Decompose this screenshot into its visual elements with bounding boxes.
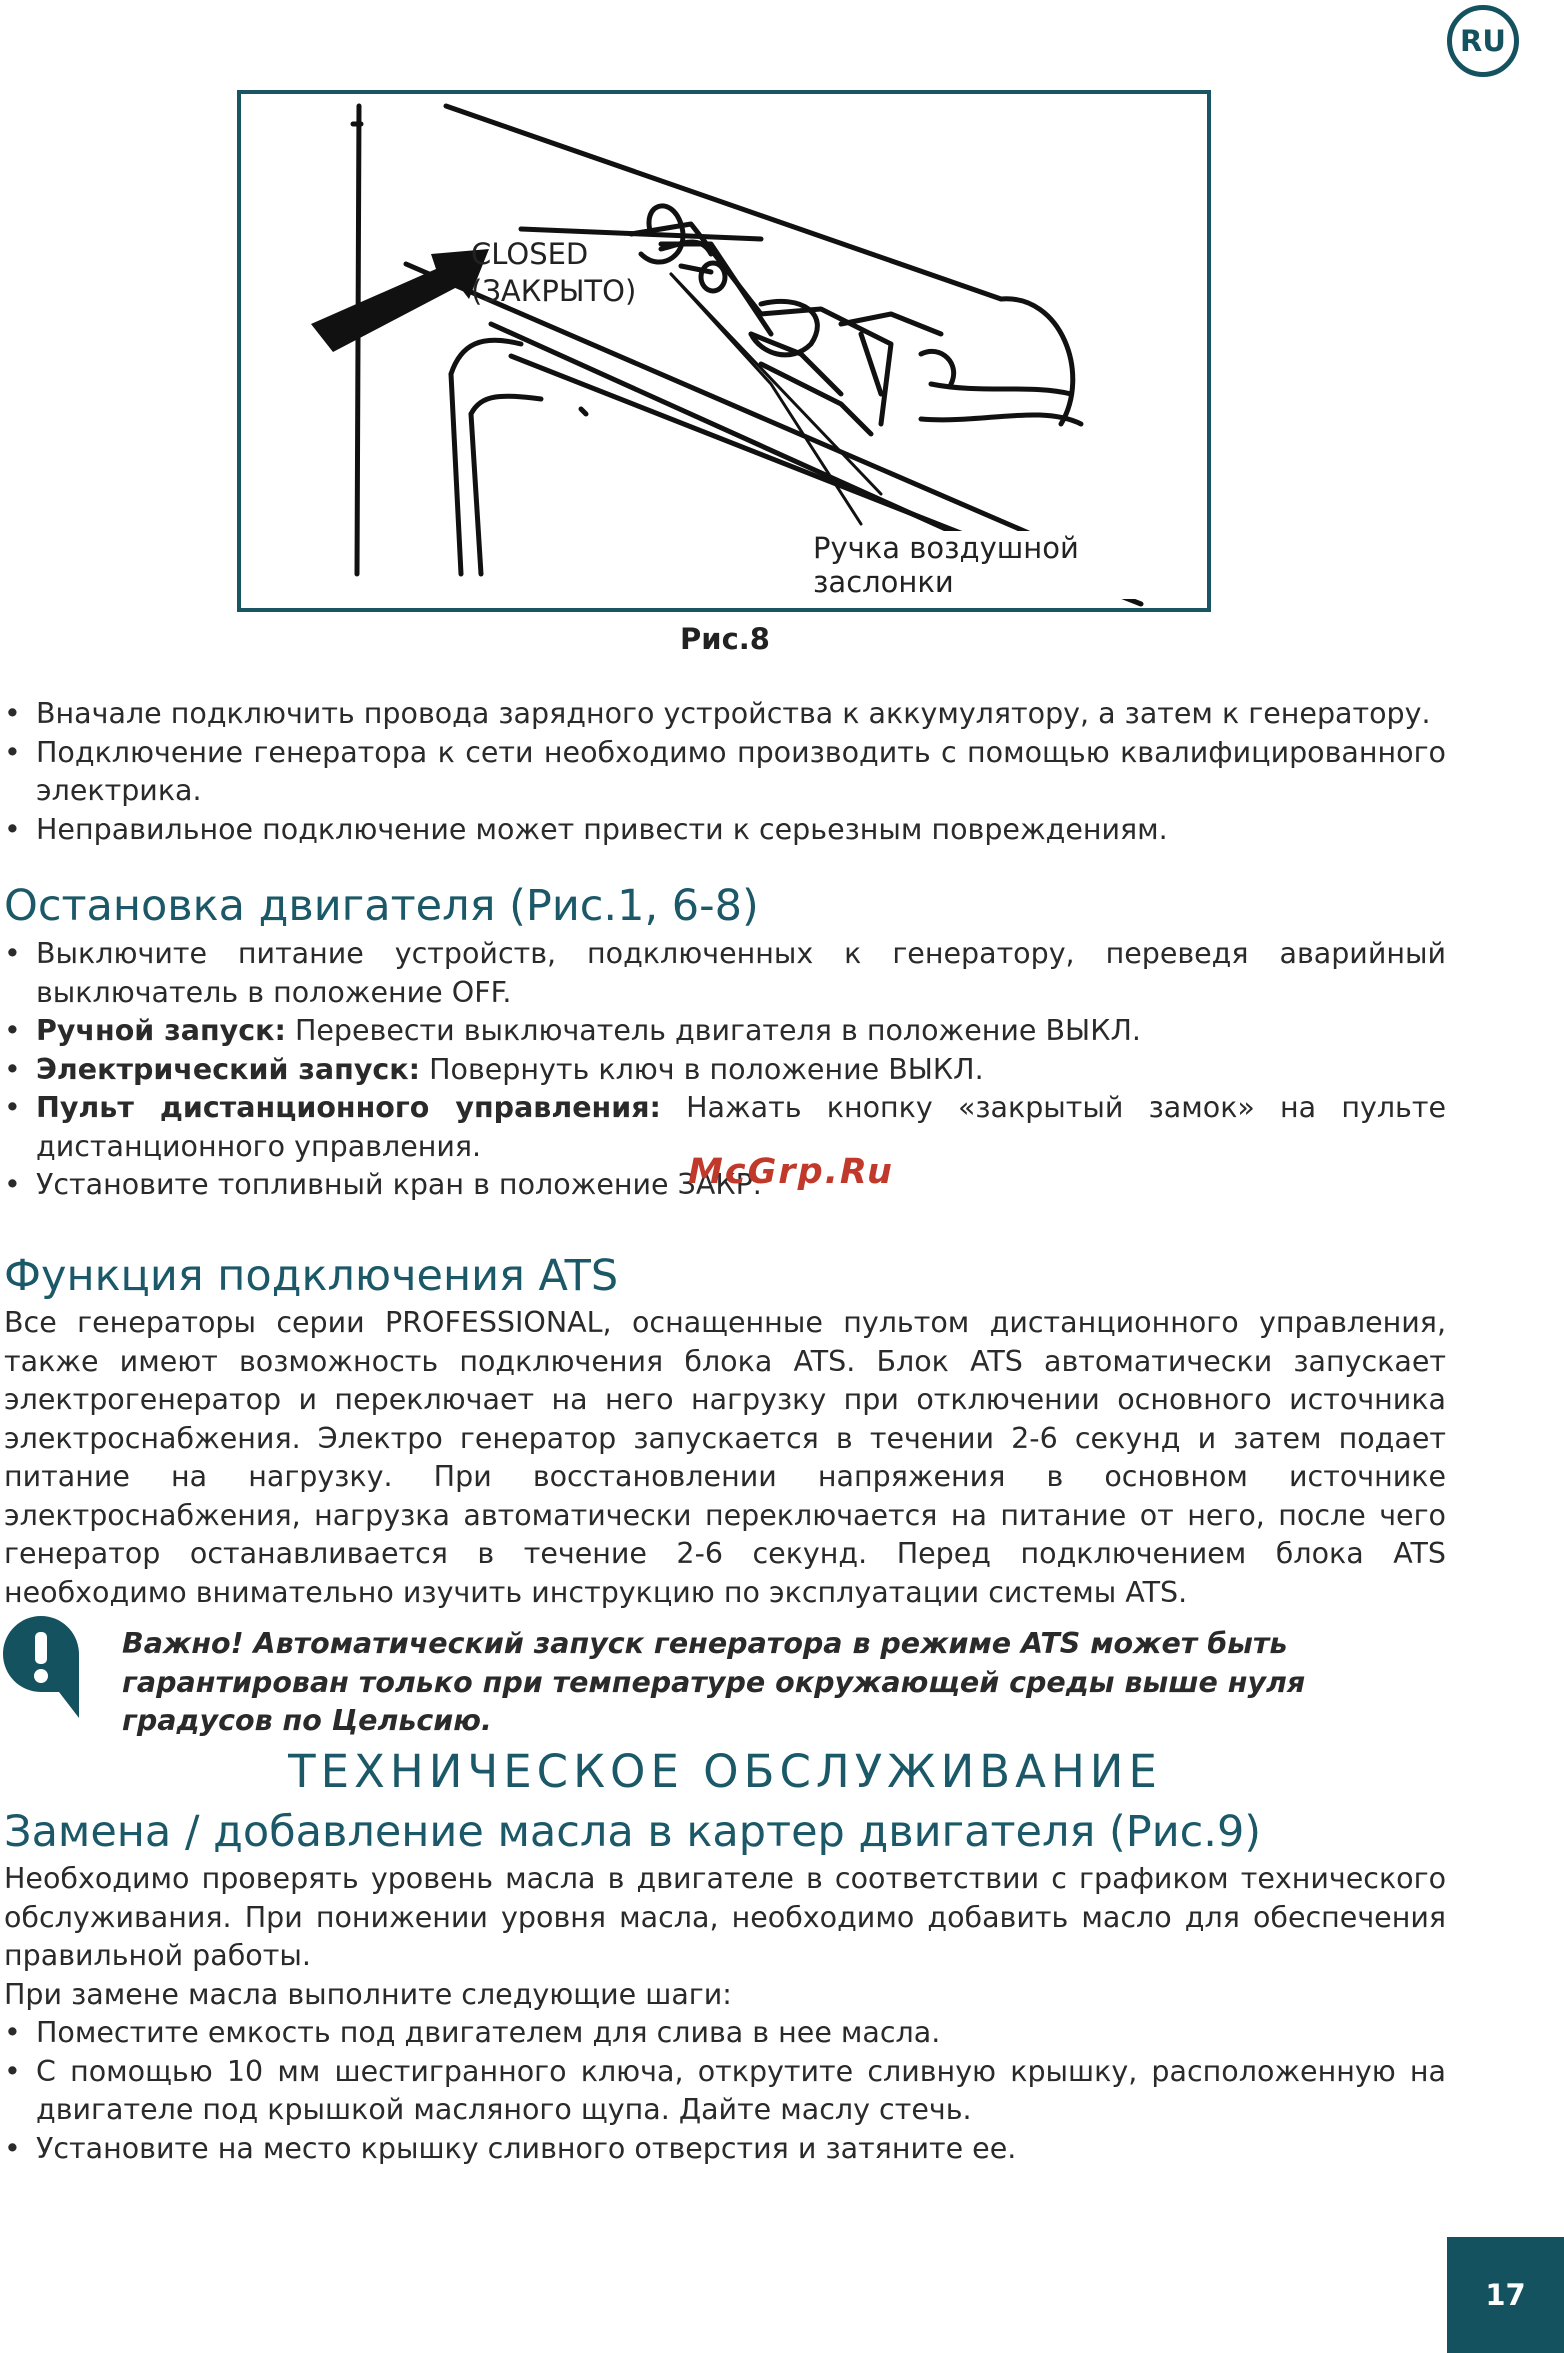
- watermark: McGrp.Ru: [688, 1152, 894, 1192]
- choke-handle-label: Ручка воздушной заслонки: [811, 531, 1207, 599]
- figure-choke-lever: [237, 90, 1211, 612]
- list-item: • Ручной запуск: Перевести выключатель двигателя в положение ВЫКЛ.: [4, 1012, 1446, 1051]
- section-heading-stop: Остановка двигателя (Рис.1, 6-8): [4, 881, 759, 931]
- list-item: • С помощью 10 мм шестигранного ключа, открутите сливную крышку, расположенную на двигателе под крышкой масляного щупа. Дайте маслу стечь.: [4, 2053, 1446, 2130]
- page-number: 17: [1447, 2237, 1564, 2353]
- oil-paragraph: Необходимо проверять уровень масла в двигателе в соответствии с графиком технического обслуживания. При понижении уровня масла, необходимо добавить масло для обеспечения правильной работы.: [4, 1862, 1446, 1972]
- ats-paragraph: Все генераторы серии PROFESSIONAL, оснащенные пультом дистанционного управления, также имеют возможность подключения блока ATS. Блок ATS автоматически запускает электрогенератор и переключает на него нагрузку при отключении основного источника электроснабжения. Электро генератор запускается в течении 2-6 секунд и затем подает питание на нагрузку. При восстановлении напряжения в основном источнике электроснабжения, нагрузка автоматически переключается на питание от него, после чего генератор останавливается в течение 2-6 секунд. Перед подключением блока ATS необходимо внимательно изучить инструкцию по эксплуатации системы ATS.: [4, 1306, 1446, 1609]
- figure-caption: Рис.8: [680, 622, 770, 656]
- closed-arrow-icon: [311, 249, 489, 352]
- list-item: • Электрический запуск: Повернуть ключ в положение ВЫКЛ.: [4, 1051, 1446, 1090]
- section-heading-oil: Замена / добавление масла в картер двигателя (Рис.9): [4, 1807, 1262, 1857]
- list-item: • Подключение генератора к сети необходимо производить с помощью квалифицированного электрика.: [4, 734, 1446, 811]
- list-item: • Поместите емкость под двигателем для слива в нее масла.: [4, 2014, 1446, 2053]
- list-item: • Пульт дистанционного управления: Нажать кнопку «закрытый замок» на пульте дистанционного управления.: [4, 1089, 1446, 1166]
- list-item: • Неправильное подключение может привести к серьезным повреждениям.: [4, 811, 1446, 850]
- closed-label: CLOSED (ЗАКРЫТО): [471, 237, 637, 308]
- list-item: • Выключите питание устройств, подключенных к генератору, переведя аварийный выключатель в положение OFF.: [4, 935, 1446, 1012]
- intro-bullets: [4, 695, 1446, 849]
- oil-section: [4, 1806, 1446, 2168]
- section-heading-ats: Функция подключения ATS: [4, 1251, 619, 1301]
- warning-icon: [0, 1612, 82, 1722]
- ats-section: [4, 1250, 1446, 1612]
- chapter-title: ТЕХНИЧЕСКОЕ ОБСЛУЖИВАНИЕ: [288, 1745, 1162, 1798]
- list-item: • Установите топливный кран в положение ЗАКР.: [4, 1166, 1446, 1205]
- list-item: • Вначале подключить провода зарядного устройства к аккумулятору, а затем к генератору.: [4, 695, 1446, 734]
- language-badge: RU: [1447, 5, 1519, 77]
- important-note: Важно! Автоматический запуск генератора в режиме ATS может быть гарантирован только при температуре окружающей среды выше нуля градусов по Цельсию.: [122, 1627, 1306, 1737]
- oil-steps-intro: При замене масла выполните следующие шаги:: [4, 1977, 732, 2011]
- list-item: • Установите на место крышку сливного отверстия и затяните ее.: [4, 2130, 1446, 2169]
